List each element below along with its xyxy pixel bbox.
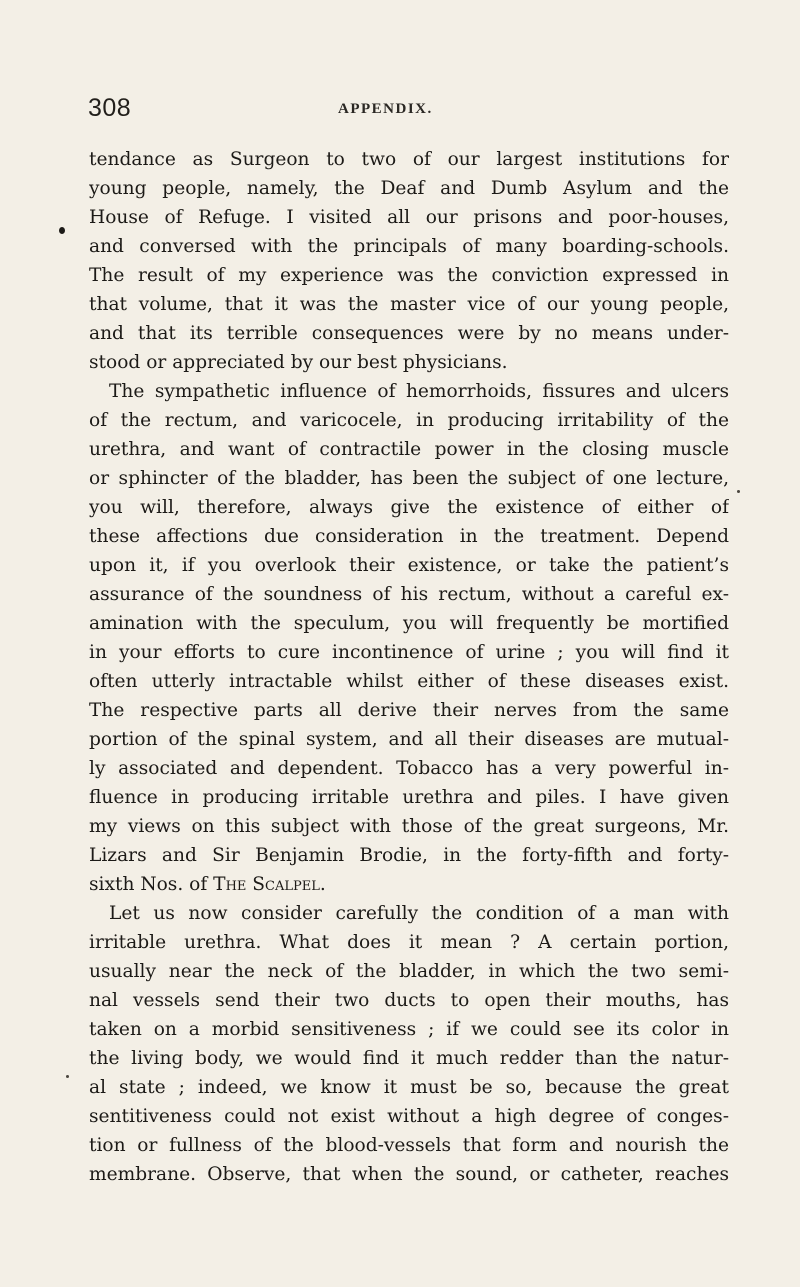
text-line: or sphincter of the bladder, has been the subject of one lecture, <box>89 468 729 489</box>
text-line: urethra, and want of contractile power in the closing muscle <box>89 439 729 460</box>
text-line: often utterly intractable whilst either of these diseases exist. <box>89 671 729 692</box>
text-line: the living body, we would find it much redder than the natur- <box>89 1048 729 1069</box>
text-line: al state ; indeed, we know it must be so, because the great <box>89 1077 729 1098</box>
text-line: in your efforts to cure incontinence of urine ; you will find it <box>89 642 729 663</box>
text-line: The result of my experience was the conviction expressed in <box>89 265 729 286</box>
body-text <box>89 145 729 1189</box>
text-line: ly associated and dependent. Tobacco has a very powerful in- <box>89 758 729 779</box>
text-line: tendance as Surgeon to two of our largest institutions for <box>89 149 729 170</box>
paragraph-start: Let us now consider carefully the condition of a man with <box>109 903 729 924</box>
text-line: Lizars and Sir Benjamin Brodie, in the forty-fifth and forty- <box>89 845 729 866</box>
text-line: membrane. Observe, that when the sound, or catheter, reaches <box>89 1164 729 1185</box>
page-number: 308 <box>88 94 132 122</box>
text-line: tion or fullness of the blood-vessels that form and nourish the <box>89 1135 729 1156</box>
text-line: The respective parts all derive their nerves from the same <box>89 700 729 721</box>
text-line: stood or appreciated by our best physicians. <box>89 352 508 373</box>
text-line: usually near the neck of the bladder, in which the two semi- <box>89 961 729 982</box>
ink-speck <box>737 490 740 493</box>
text-line: House of Refuge. I visited all our prisons and poor-houses, <box>89 207 729 228</box>
page-header <box>88 88 728 128</box>
text-line: young people, namely, the Deaf and Dumb Asylum and the <box>89 178 729 199</box>
text-line: my views on this subject with those of the great surgeons, Mr. <box>89 816 729 837</box>
text-line: sentitiveness could not exist without a high degree of conges- <box>89 1106 729 1127</box>
text-line: portion of the spinal system, and all their diseases are mutual- <box>89 729 729 750</box>
text-line: taken on a morbid sensitiveness ; if we could see its color in <box>89 1019 729 1040</box>
text-line: nal vessels send their two ducts to open their mouths, has <box>89 990 729 1011</box>
text-line: fluence in producing irritable urethra and piles. I have given <box>89 787 729 808</box>
text-line: you will, therefore, always give the existence of either of <box>89 497 729 518</box>
text-line: irritable urethra. What does it mean ? A certain portion, <box>89 932 729 953</box>
margin-mark <box>59 227 65 234</box>
text-line: these affections due consideration in the treatment. Depend <box>89 526 729 547</box>
running-head: APPENDIX. <box>338 101 433 117</box>
text-line: and that its terrible consequences were by no means under- <box>89 323 729 344</box>
text-line: and conversed with the principals of many boarding-schools. <box>89 236 729 257</box>
journal-title: The Scalpel. <box>213 874 326 895</box>
text-line: upon it, if you overlook their existence, or take the patient’s <box>89 555 729 576</box>
text-line: assurance of the soundness of his rectum, without a careful ex- <box>89 584 729 605</box>
text-line: amination with the speculum, you will frequently be mortified <box>89 613 729 634</box>
text-line <box>89 870 729 899</box>
text-line: of the rectum, and varicocele, in producing irritability of the <box>89 410 729 431</box>
text-fragment: sixth Nos. of <box>89 874 208 895</box>
ink-speck <box>66 1075 69 1078</box>
text-line: that volume, that it was the master vice of our young people, <box>89 294 729 315</box>
paragraph-start: The sympathetic influence of hemorrhoids, fissures and ulcers <box>109 381 729 402</box>
